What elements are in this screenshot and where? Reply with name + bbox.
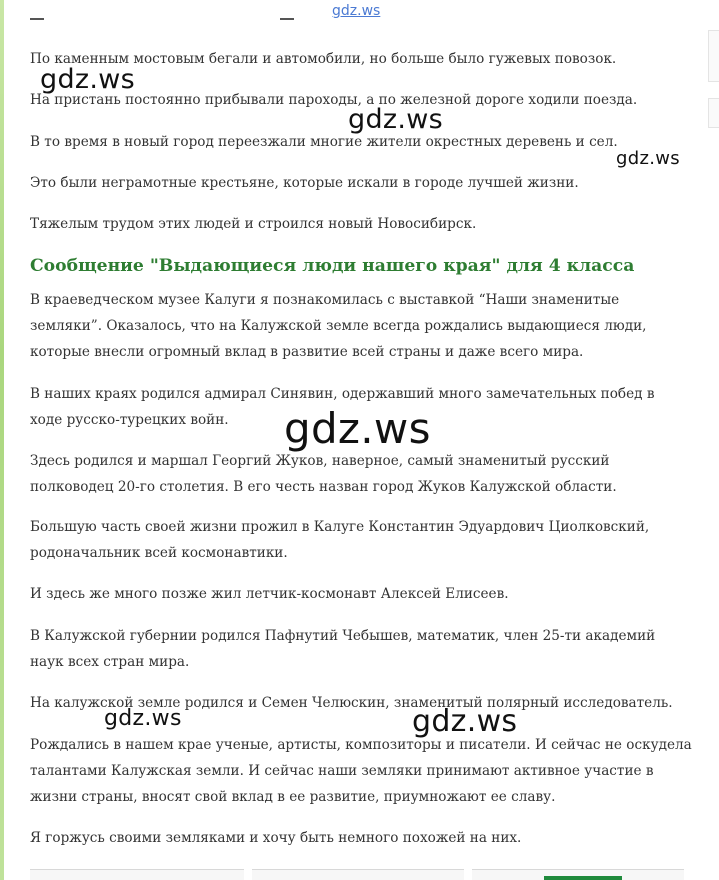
article-paragraph: На калужской земле родился и Семен Челюскин, знаменитый полярный исследователь. — [30, 695, 673, 711]
article-paragraph: Здесь родился и маршал Георгий Жуков, наверное, самый знаменитый русский полководец 20-го столетия. В его честь назван город Жуков Калужской области. — [30, 453, 617, 495]
cut-off-text-fragment — [280, 18, 294, 20]
watermark: gdz.ws — [616, 148, 680, 169]
watermark: gdz.ws — [412, 704, 518, 739]
article-paragraph: В то время в новый город переезжали многие жители окрестных деревень и сел. — [30, 134, 618, 150]
article-paragraph: Я горжусь своими земляками и хочу быть немного похожей на них. — [30, 830, 522, 846]
article-paragraph: Рождались в нашем крае ученые, артисты, композиторы и писатели. И сейчас не оскудела талантами Калужская земли. И сейчас наши земляки принимают активное участие в жизни страны, вносят свой вклад в ее развитие, приумножают ее славу. — [30, 737, 692, 805]
article-paragraph: На пристань постоянно прибывали пароходы, а по железной дороге ходили поезда. — [30, 92, 638, 108]
site-link-watermark[interactable]: gdz.ws — [332, 3, 381, 19]
section-heading: Сообщение "Выдающиеся люди нашего края" для 4 класса — [30, 256, 635, 276]
article-paragraph: Тяжелым трудом этих людей и строился новый Новосибирск. — [30, 216, 477, 232]
article-paragraph: В краеведческом музее Калуги я познакомилась с выставкой “Наши знаменитые земляки”. Оказалось, что на Калужской земле всегда рождались выдающиеся люди, которые внесли огромный вклад в развитие всей страны и даже всего мира. — [30, 292, 647, 360]
watermark: gdz.ws — [40, 64, 135, 95]
footer-tab[interactable] — [30, 869, 244, 880]
left-accent-strip — [0, 0, 4, 880]
sidebar-edge-lower — [708, 98, 719, 128]
sidebar-edge — [708, 30, 719, 82]
article-paragraph: В наших краях родился адмирал Синявин, одержавший много замечательных побед в ходе русско-турецких войн. — [30, 386, 655, 428]
watermark: gdz.ws — [104, 706, 182, 731]
article-paragraph: Это были неграмотные крестьяне, которые искали в городе лучшей жизни. — [30, 175, 579, 191]
article-paragraph: Большую часть своей жизни прожил в Калуге Константин Эдуардович Циолковский, родоначальник всей космонавтики. — [30, 519, 650, 561]
footer-tab[interactable] — [252, 869, 464, 880]
article-paragraph: По каменным мостовым бегали и автомобили, но больше было гужевых повозок. — [30, 51, 617, 67]
footer-active-indicator — [544, 876, 622, 880]
article-paragraph: И здесь же много позже жил летчик-космонавт Алексей Елисеев. — [30, 586, 509, 602]
watermark: gdz.ws — [284, 404, 431, 453]
article-paragraph: В Калужской губернии родился Пафнутий Чебышев, математик, член 25-ти академий наук всех стран мира. — [30, 628, 656, 670]
cut-off-text-fragment — [30, 18, 44, 20]
watermark: gdz.ws — [348, 104, 443, 135]
